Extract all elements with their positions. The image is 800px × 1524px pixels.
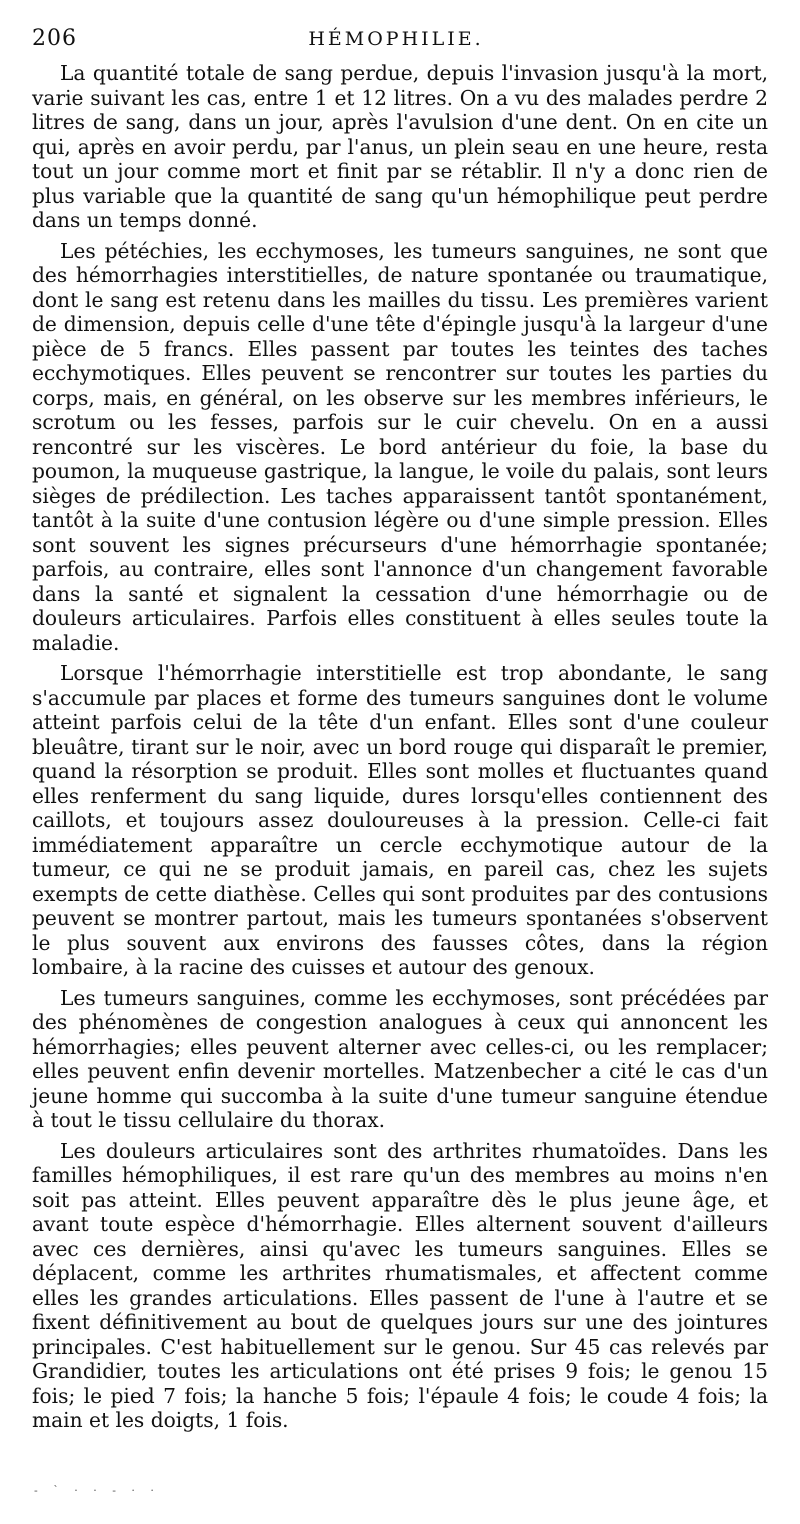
paragraph-blood-quantity: La quantité totale de sang perdue, depuis l'invasion jusqu'à la mort, varie suivant les cas, entre 1 et 12 litres. On a vu des malades perdre 2 litres de sang, dans un jour, après l'avulsion d'une dent. On en cite un qui, après en avoir perdu, par l'anus, un plein seau en une heure, resta tout un jour comme mort et finit par se rétablir. Il n'y a donc rien de plus variable que la quantité de sang qu'un hémophilique peut perdre dans un temps donné.	[32, 61, 768, 232]
running-title: HÉMOPHILIE.	[308, 28, 484, 50]
paragraph-blood-tumors: Les tumeurs sanguines, comme les ecchymoses, sont précédées par des phénomènes de congestion analogues à ceux qui annoncent les hémorrhagies; elles peuvent alterner avec celles-ci, ou les remplacer; elles peuvent enfin devenir mortelles. Matzenbecher a cité le cas d'un jeune homme qui succomba à la suite d'une tumeur sanguine étendue à tout le tissu cellulaire du thorax.	[32, 985, 768, 1132]
paragraph-petechiae: Les pétéchies, les ecchymoses, les tumeurs sanguines, ne sont que des hémorrhagies interstitielles, de nature spontanée ou traumatique, dont le sang est retenu dans les mailles du tissu. Les premières varient de dimension, depuis celle d'une tête d'épingle jusqu'à la largeur d'une pièce de 5 francs. Elles passent par toutes les teintes des taches ecchymotiques. Elles peuvent se rencontrer sur toutes les parties du corps, mais, en général, on les observe sur les membres inférieurs, le scrotum ou les fesses, parfois sur le cuir chevelu. On en a aussi rencontré sur les viscères. Le bord antérieur du foie, la base du poumon, la muqueuse gastrique, la langue, le voile du palais, sont leurs sièges de prédilection. Les taches apparaissent tantôt spontanément, tantôt à la suite d'une contusion légère ou d'une simple pression. Elles sont souvent les signes précurseurs d'une hémorrhagie spontanée; parfois, au contraire, elles sont l'annonce d'un changement favorable dans la santé et signalent la cessation d'une hémorrhagie ou de douleurs articulaires. Parfois elles constituent à elles seules toute la maladie.	[32, 238, 768, 655]
body-text	[32, 61, 768, 1439]
paragraph-joint-pains: Les douleurs articulaires sont des arthrites rhumatoïdes. Dans les familles hémophiliques, il est rare qu'un des membres au moins n'en soit pas atteint. Elles peuvent apparaître dès le plus jeune âge, et avant toute espèce d'hémorrhagie. Elles alternent souvent d'ailleurs avec ces dernières, ainsi qu'avec les tumeurs sanguines. Elles se déplacent, comme les arthrites rhumatismales, et affectent comme elles les grandes articulations. Elles passent de l'une à l'autre et se fixent définitivement au bout de quelques jours sur une des jointures principales. C'est habituellement sur le genou. Sur 45 cas relevés par Grandidier, toutes les articulations ont été prises 9 fois; le genou 15 fois; le pied 7 fois; la hanche 5 fois; l'épaule 4 fois; le coude 4 fois; la main et les doigts, 1 fois.	[32, 1138, 768, 1432]
page-number: 206	[32, 26, 77, 51]
page-header	[32, 26, 760, 54]
paragraph-interstitial-hemorrhage: Lorsque l'hémorrhagie interstitielle est trop abondante, le sang s'accumule par places et forme des tumeurs sanguines dont le volume atteint parfois celui de la tête d'un enfant. Elles sont d'une couleur bleuâtre, tirant sur le noir, avec un bord rouge qui disparaît le premier, quand la résorption se produit. Elles sont molles et fluctuantes quand elles renferment du sang liquide, dures lorsqu'elles contiennent des caillots, et toujours assez douloureuses à la pression. Celle-ci fait immédiatement apparaître un cercle ecchymotique autour de la tumeur, ce qui ne se produit jamais, en pareil cas, chez les sujets exempts de cette diathèse. Celles qui sont produites par des contusions peuvent se montrer partout, mais les tumeurs spontanées s'observent le plus souvent aux environs des fausses côtes, dans la région lombaire, à la racine des cuisses et autour des genoux.	[32, 661, 768, 979]
footer-marks: - ` · · - · ·	[34, 1484, 160, 1497]
